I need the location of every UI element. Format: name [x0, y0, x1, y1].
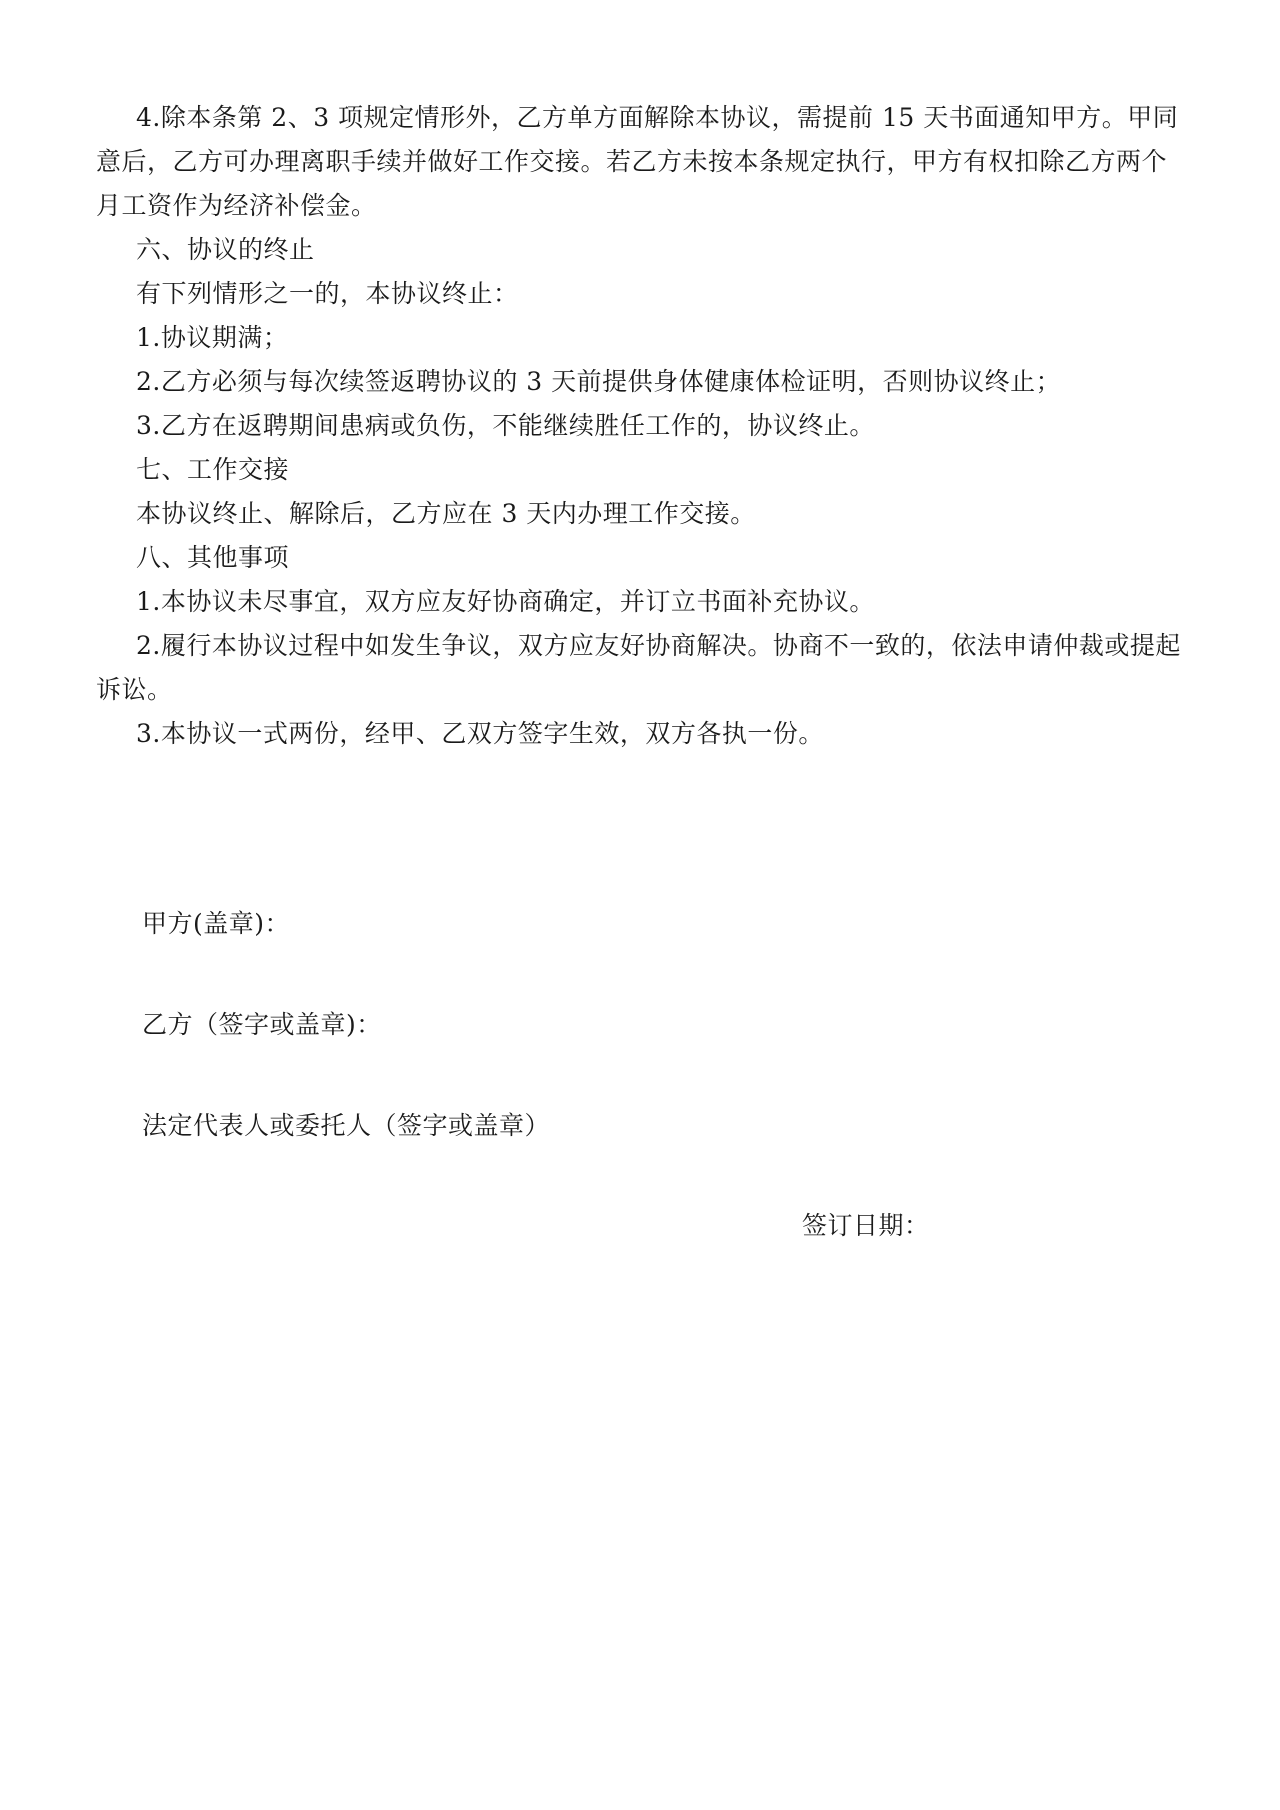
party-a-seal-label: 甲方(盖章)：	[142, 909, 291, 938]
representative-sign-label: 法定代表人或委托人（签字或盖章）	[142, 1111, 551, 1140]
section-7-title: 七、工作交接	[136, 455, 290, 484]
sign-date-label: 签订日期：	[802, 1211, 930, 1240]
document-body	[96, 96, 1186, 756]
section-6-item: 3.乙方在返聘期间患病或负伤，不能继续胜任工作的，协议终止。	[136, 411, 875, 440]
section-8-item: 2.履行本协议过程中如发生争议，双方应友好协商解决。协商不一致的，依法申请仲裁或提起诉讼。	[96, 631, 1181, 704]
section-8-item: 3.本协议一式两份，经甲、乙双方签字生效，双方各执一份。	[136, 719, 824, 748]
clause-5-item-4: 4.除本条第 2、3 项规定情形外，乙方单方面解除本协议，需提前 15 天书面通知甲方。甲同意后，乙方可办理离职手续并做好工作交接。若乙方未按本条规定执行，甲方有权扣除乙方两个月工资作为经济补偿金。	[96, 103, 1179, 220]
section-8-title: 八、其他事项	[136, 543, 290, 572]
section-6-item: 2.乙方必须与每次续签返聘协议的 3 天前提供身体健康体检证明，否则协议终止；	[136, 367, 1062, 396]
party-b-sign-label: 乙方（签字或盖章)：	[142, 1010, 382, 1039]
section-7-body: 本协议终止、解除后，乙方应在 3 天内办理工作交接。	[136, 499, 756, 528]
section-6-title: 六、协议的终止	[136, 235, 315, 264]
section-6-item: 1.协议期满；	[136, 323, 289, 352]
section-8-item: 1.本协议未尽事宜，双方应友好协商确定，并订立书面补充协议。	[136, 587, 875, 616]
section-6-intro: 有下列情形之一的，本协议终止：	[136, 279, 519, 308]
